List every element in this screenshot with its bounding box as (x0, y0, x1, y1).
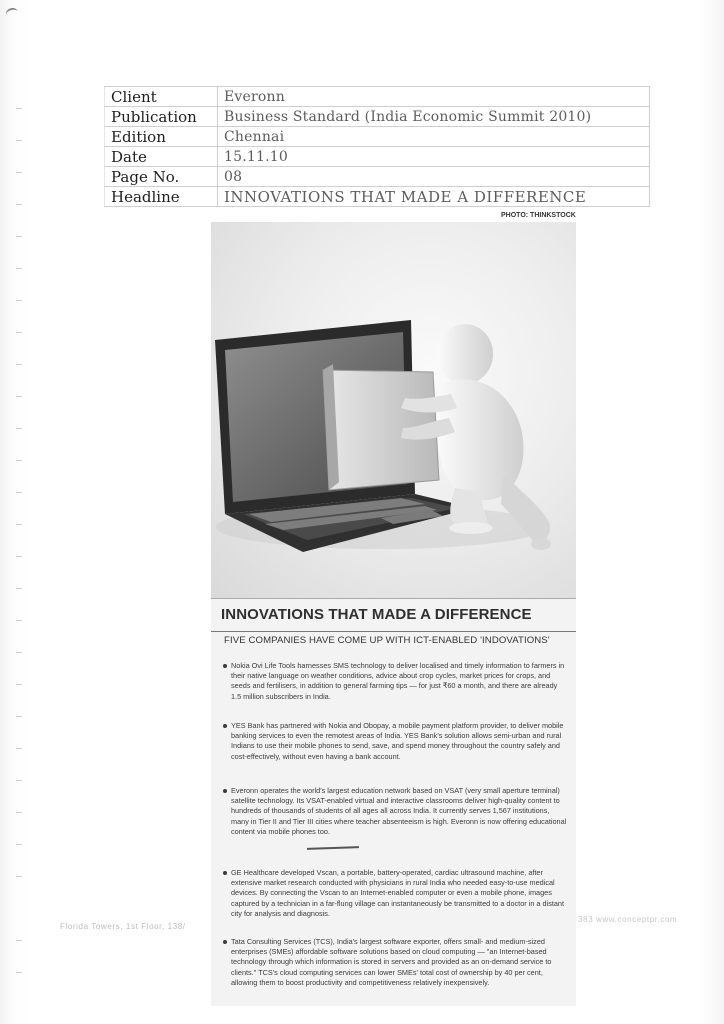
meta-value: Business Standard (India Economic Summit 2010) (218, 107, 650, 127)
footer-address: Florida Towers, 1st Floor, 138/ (60, 922, 186, 931)
meta-row-page-no (105, 167, 650, 187)
footer-website: 383 www.conceptpr.com (578, 915, 678, 924)
divider (211, 598, 576, 599)
meta-label: Publication (105, 107, 218, 127)
meta-row-date (105, 147, 650, 167)
meta-row-publication (105, 107, 650, 127)
margin-mark (16, 460, 22, 461)
article-bullet-item (223, 937, 569, 988)
article-bullet-item (223, 786, 569, 837)
margin-mark (16, 492, 22, 493)
meta-value: Everonn (218, 87, 650, 107)
bullet-text: Everonn operates the world's largest education network based on VSAT (very small aperture terminal) satellite technology. Its VSAT-enabled virtual and interactive classrooms deliver high-quality content to hundreds of thousands of students of all ages all across India. It currently serves 1,567 institutions, many in Tier II and Tier III cities where teacher absenteeism is high. Everonn is now offering educational content via mobile phones too. (231, 786, 567, 836)
margin-mark (16, 652, 22, 653)
meta-label: Headline (105, 187, 218, 207)
clipping-metadata-table (104, 86, 650, 207)
meta-row-client (105, 87, 650, 107)
margin-mark (16, 524, 22, 525)
meta-value: 15.11.10 (218, 147, 650, 167)
margin-mark (16, 556, 22, 557)
photo-credit: PHOTO: THINKSTOCK (501, 212, 576, 219)
margin-mark (16, 940, 22, 941)
margin-mark (16, 876, 22, 877)
laptop-figure-illustration (211, 222, 576, 598)
margin-mark (16, 108, 22, 109)
bullet-text: Tata Consulting Services (TCS), India's largest software exporter, offers small- and medium-sized enterprises (SMEs) affordable software solutions based on cloud computing — "an Internet-based technology through which information is stored in servers and provided as an on-demand service to clients." TCS's cloud computing services can lower SMEs' total cost of ownership by 40 per cent, allowing them to boost productivity and competitiveness relatively inexpensively. (231, 937, 552, 987)
margin-mark (16, 364, 22, 365)
divider (211, 631, 576, 632)
margin-mark (16, 332, 22, 333)
article-bullet-item (223, 868, 569, 919)
meta-label: Client (105, 87, 218, 107)
meta-value: INNOVATIONS THAT MADE A DIFFERENCE (218, 187, 650, 207)
margin-mark (16, 844, 22, 845)
margin-mark (16, 140, 22, 141)
margin-mark (16, 684, 22, 685)
meta-row-edition (105, 127, 650, 147)
article-bullet-item (223, 721, 569, 762)
meta-label: Date (105, 147, 218, 167)
bullet-icon (223, 871, 227, 875)
meta-row-headline (105, 187, 650, 207)
margin-mark (16, 236, 22, 237)
bullet-icon (223, 940, 227, 944)
bullet-icon (223, 724, 227, 728)
article-bullet-item (223, 661, 569, 702)
article-subheading: FIVE COMPANIES HAVE COME UP WITH ICT-ENABLED 'INDOVATIONS' (224, 635, 550, 646)
bullet-text: Nokia Ovi Life Tools harnesses SMS technology to deliver localised and timely information to farmers in their native language on weather conditions, advice about crop cycles, market prices for crops, and seeds and fertilisers, in addition to general farming tips — for just ₹60 a month, and there are already 1.5 million subscribers in India. (231, 661, 565, 701)
meta-value: 08 (218, 167, 650, 187)
margin-mark (16, 396, 22, 397)
meta-label: Edition (105, 127, 218, 147)
bullet-icon (223, 789, 227, 793)
margin-mark (16, 780, 22, 781)
article-photo (211, 222, 576, 598)
margin-mark (16, 588, 22, 589)
article-block (211, 598, 576, 1006)
margin-mark (16, 812, 22, 813)
pen-underline-mark (307, 846, 359, 850)
article-headline: INNOVATIONS THAT MADE A DIFFERENCE (221, 606, 532, 623)
bullet-text: YES Bank has partnered with Nokia and Obopay, a mobile payment platform provider, to deliver mobile banking services to even the remotest areas of India. YES Bank's solution allows semi-urban and rural Indians to use their mobile phones to send, save, and spend money throughout the country safely and cost-effectively, without even having a bank account. (231, 721, 564, 761)
margin-mark (16, 172, 22, 173)
bullet-icon (223, 664, 227, 668)
meta-label: Page No. (105, 167, 218, 187)
bullet-text: GE Healthcare developed Vscan, a portable, battery-operated, cardiac ultrasound machine, after extensive market research conducted with physicians in rural India who needed easy-to-use medical devices. By connecting the Vscan to an Internet-enabled computer or even a mobile phone, images captured by a technician in a far-flung village can instantaneously be transmitted to a doctor in a distant city for analysis and diagnosis. (231, 868, 565, 918)
margin-mark (16, 428, 22, 429)
margin-mark (16, 748, 22, 749)
margin-mark (16, 268, 22, 269)
margin-mark (16, 204, 22, 205)
margin-mark (16, 300, 22, 301)
meta-value: Chennai (218, 127, 650, 147)
margin-mark (16, 972, 22, 973)
margin-mark (16, 620, 22, 621)
margin-mark (16, 716, 22, 717)
